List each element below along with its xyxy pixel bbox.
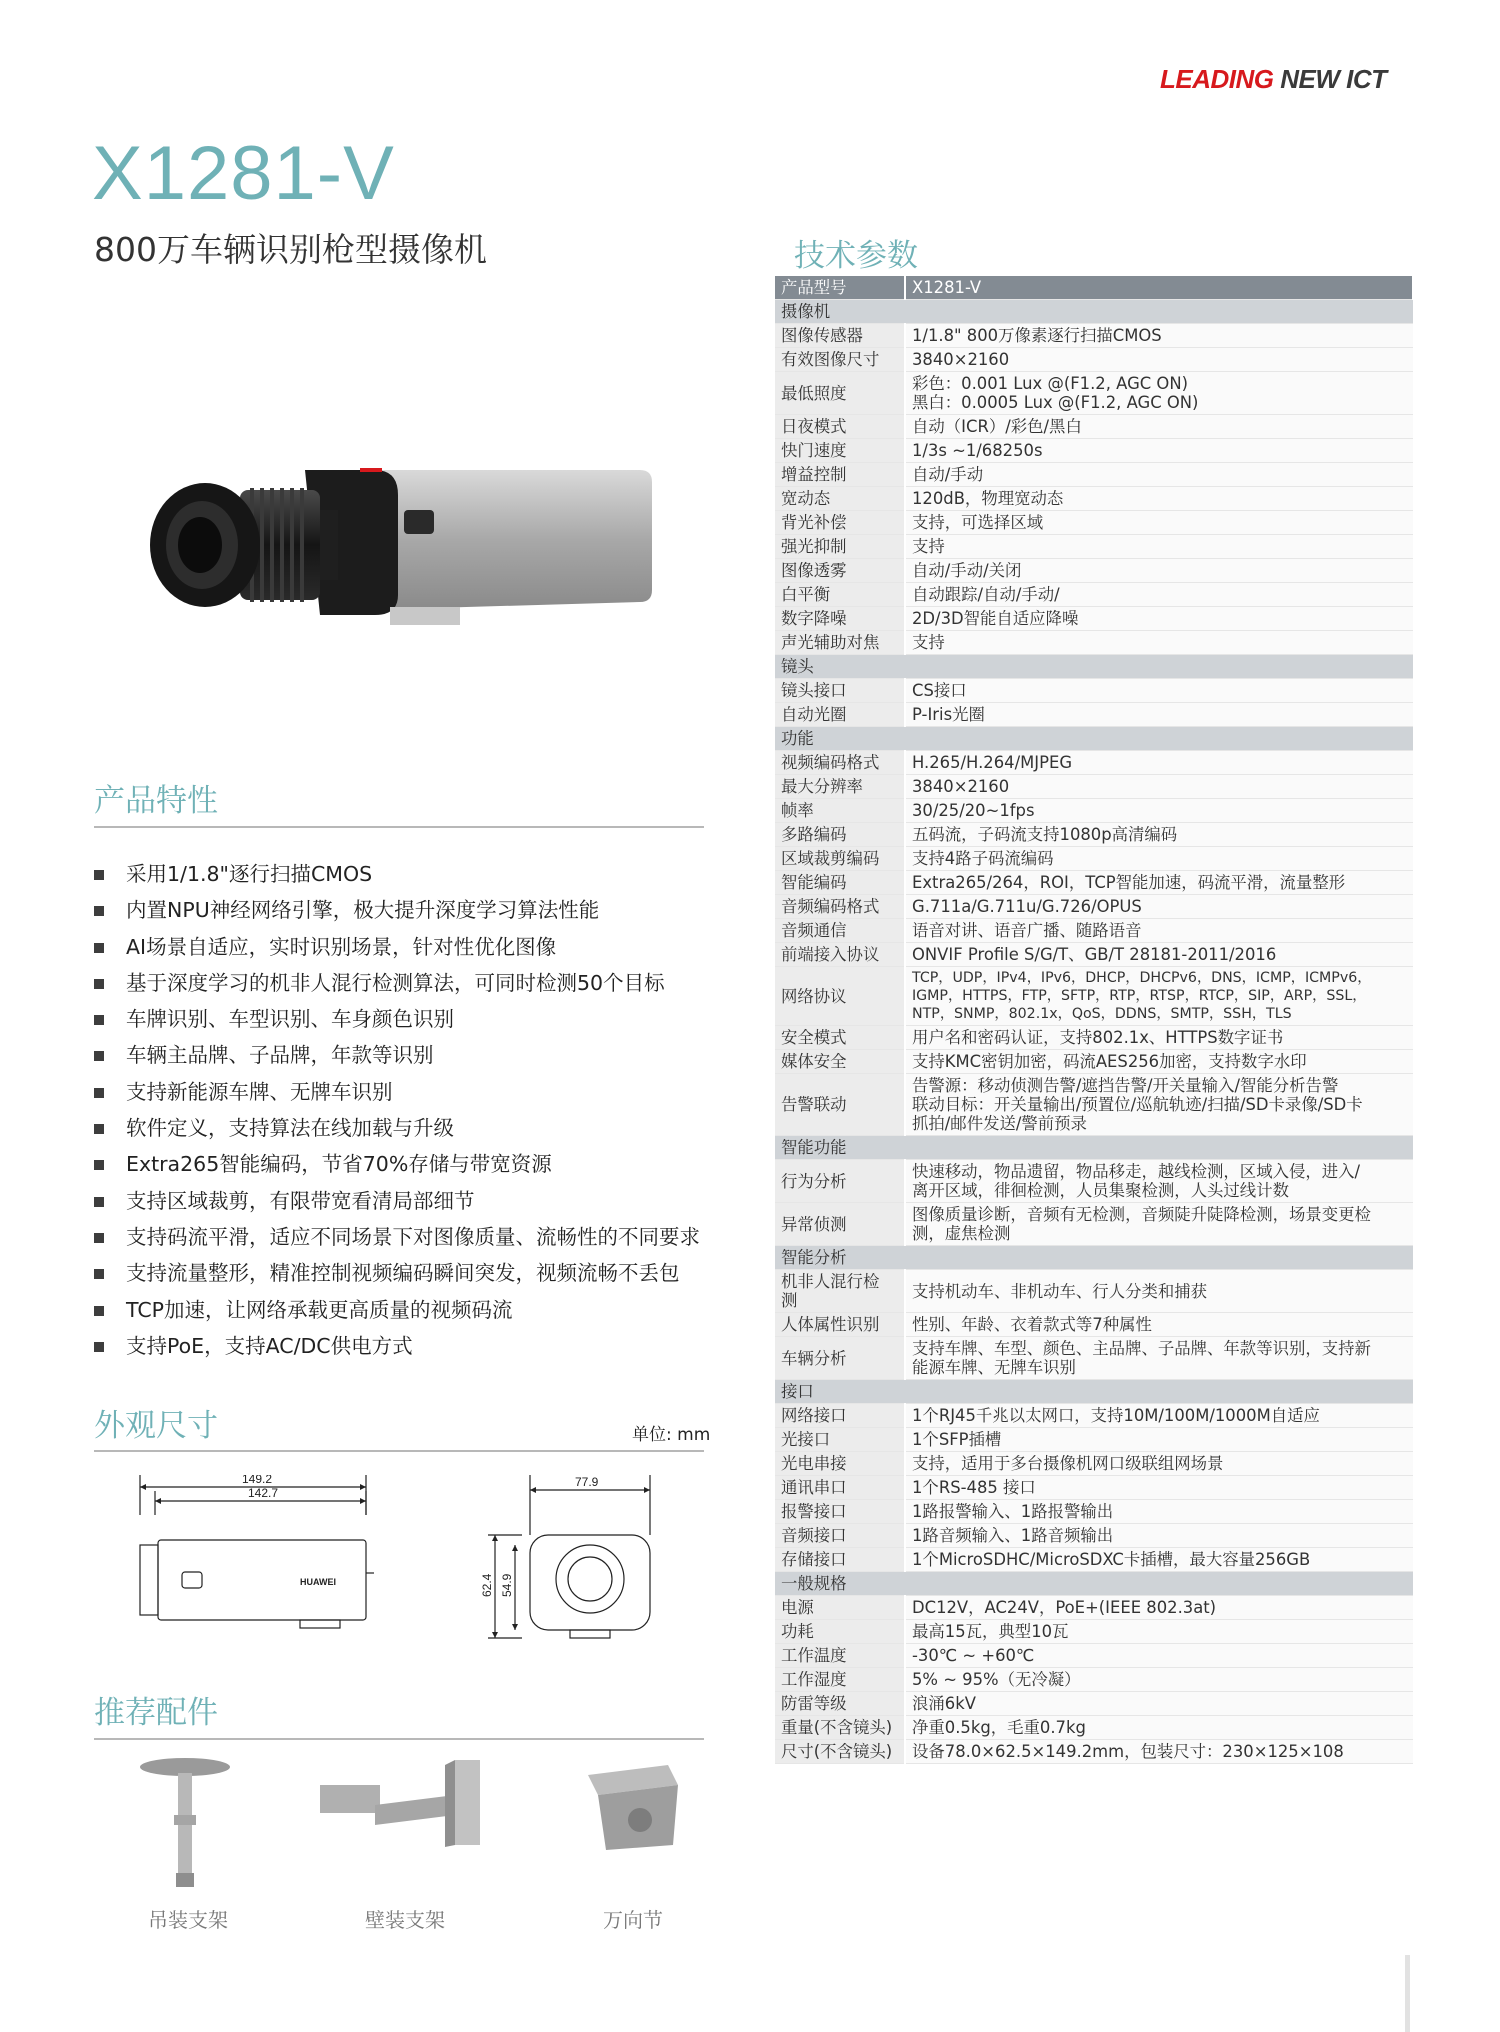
bullet-icon	[94, 870, 104, 880]
spec-section-row	[775, 1380, 1413, 1404]
page-edge-bar	[1405, 1955, 1410, 2032]
accessory-label: 吊装支架	[148, 1908, 228, 1932]
spec-key: 最大分辨率	[775, 775, 905, 799]
spec-row	[775, 679, 1413, 703]
feature-item: 软件定义，支持算法在线加载与升级	[94, 1110, 700, 1146]
spec-value-line: NTP，SNMP，802.1x，QoS，DDNS，SMTP，SSH，TLS	[912, 1006, 1292, 1022]
spec-row	[775, 1668, 1413, 1692]
spec-value: 1个RJ45千兆以太网口，支持10M/100M/1000M自适应	[905, 1404, 1413, 1428]
brand-logo-part2: NEW ICT	[1280, 64, 1387, 94]
bullet-icon	[94, 1233, 104, 1243]
spec-section-label: 接口	[775, 1380, 1413, 1404]
spec-value-line: 快速移动，物品遗留，物品移走，越线检测，区域入侵，进入/	[912, 1162, 1361, 1181]
spec-value-line: 支持车牌、车型、颜色、主品牌、子品牌、年款等识别，支持新	[912, 1339, 1371, 1358]
spec-row	[775, 967, 1413, 1026]
spec-row	[775, 1026, 1413, 1050]
spec-value: 2D/3D智能自适应降噪	[905, 607, 1413, 631]
bullet-icon	[94, 1160, 104, 1170]
spec-value-line: 测，虚焦检测	[912, 1224, 1011, 1243]
spec-value: 支持4路子码流编码	[905, 847, 1413, 871]
ceiling-mount-bracket-icon	[130, 1755, 240, 1895]
accessory-label: 壁装支架	[365, 1908, 445, 1932]
spec-value: 自动/手动/关闭	[905, 559, 1413, 583]
spec-key: 音频通信	[775, 919, 905, 943]
spec-value: 1路音频输入、1路音频输出	[905, 1524, 1413, 1548]
spec-key: 通讯串口	[775, 1476, 905, 1500]
spec-section-row	[775, 300, 1413, 324]
spec-row	[775, 1740, 1413, 1764]
spec-value: 支持	[905, 535, 1413, 559]
spec-value-line: 离开区域，徘徊检测，人员集聚检测，人头过线计数	[912, 1181, 1289, 1200]
spec-section-row	[775, 655, 1413, 679]
spec-key: 电源	[775, 1596, 905, 1620]
spec-key: 光接口	[775, 1428, 905, 1452]
spec-section-label: 镜头	[775, 655, 1413, 679]
accessories-divider	[94, 1738, 704, 1740]
product-model: X1281-V	[92, 131, 395, 216]
spec-row	[775, 487, 1413, 511]
spec-value: 支持，可选择区域	[905, 511, 1413, 535]
dim-height-body: 54.9	[500, 1573, 514, 1597]
dimension-drawing	[130, 1475, 720, 1655]
wall-mount-bracket-icon	[315, 1755, 495, 1865]
spec-row	[775, 348, 1413, 372]
spec-value: 支持	[905, 631, 1413, 655]
spec-value-line: TCP，UDP，IPv4，IPv6，DHCP，DHCPv6，DNS，ICMP，ICMPv6，	[912, 970, 1372, 986]
spec-key: 日夜模式	[775, 415, 905, 439]
spec-key: 工作温度	[775, 1644, 905, 1668]
accessory-label: 万向节	[603, 1908, 663, 1932]
spec-key-line: 测	[781, 1291, 798, 1310]
bullet-icon	[94, 979, 104, 989]
spec-value: 1个RS-485 接口	[905, 1476, 1413, 1500]
spec-row	[775, 1548, 1413, 1572]
dim-length-body: 142.7	[248, 1486, 279, 1500]
spec-row	[775, 439, 1413, 463]
bullet-icon	[94, 1306, 104, 1316]
spec-value-line: 黑白：0.0005 Lux @(F1.2, AGC ON)	[912, 393, 1199, 412]
feature-item: 内置NPU神经网络引擎，极大提升深度学习算法性能	[94, 892, 700, 928]
spec-section-label: 智能分析	[775, 1246, 1413, 1270]
feature-item: TCP加速，让网络承载更高质量的视频码流	[94, 1292, 700, 1328]
spec-key: 人体属性识别	[775, 1313, 905, 1337]
spec-row	[775, 415, 1413, 439]
features-divider	[94, 826, 704, 828]
spec-row	[775, 559, 1413, 583]
spec-value: 自动（ICR）/彩色/黑白	[905, 415, 1413, 439]
spec-key: 智能编码	[775, 871, 905, 895]
dim-height-total: 62.4	[480, 1573, 494, 1597]
features-list	[94, 856, 700, 1364]
spec-title: 技术参数	[794, 238, 918, 274]
spec-value: 1个SFP插槽	[905, 1428, 1413, 1452]
spec-table	[775, 276, 1414, 1764]
spec-value: 五码流，子码流支持1080p高清编码	[905, 823, 1413, 847]
spec-value-line: 图像质量诊断，音频有无检测，音频陡升陡降检测，场景变更检	[912, 1205, 1371, 1224]
spec-value: 自动跟踪/自动/手动/	[905, 583, 1413, 607]
spec-value: 1/3s ~1/68250s	[905, 439, 1413, 463]
bullet-icon	[94, 1197, 104, 1207]
spec-value: P-Iris光圈	[905, 703, 1413, 727]
spec-value: 设备78.0×62.5×149.2mm，包装尺寸：230×125×108	[905, 1740, 1413, 1764]
spec-value: 性别、年龄、衣着款式等7种属性	[905, 1313, 1413, 1337]
spec-value-line: 彩色：0.001 Lux @(F1.2, AGC ON)	[912, 374, 1188, 393]
spec-value: 净重0.5kg，毛重0.7kg	[905, 1716, 1413, 1740]
feature-item: AI场景自适应，实时识别场景，针对性优化图像	[94, 929, 700, 965]
spec-value: 用户名和密码认证，支持802.1x、HTTPS数字证书	[905, 1026, 1413, 1050]
spec-value: 120dB，物理宽动态	[905, 487, 1413, 511]
spec-value: 1/1.8" 800万像素逐行扫描CMOS	[905, 324, 1413, 348]
spec-value: 3840×2160	[905, 775, 1413, 799]
spec-value: 30/25/20~1fps	[905, 799, 1413, 823]
spec-value	[905, 1203, 1413, 1246]
spec-header-value: X1281-V	[905, 276, 1413, 300]
spec-value: Extra265/264，ROI，TCP智能加速，码流平滑，流量整形	[905, 871, 1413, 895]
spec-row	[775, 823, 1413, 847]
spec-key: 工作湿度	[775, 1668, 905, 1692]
spec-row	[775, 1160, 1413, 1203]
spec-row	[775, 535, 1413, 559]
spec-row	[775, 871, 1413, 895]
bullet-icon	[94, 1015, 104, 1025]
feature-item: 支持区域裁剪，有限带宽看清局部细节	[94, 1183, 700, 1219]
spec-key: 快门速度	[775, 439, 905, 463]
feature-item: 支持PoE，支持AC/DC供电方式	[94, 1328, 700, 1364]
spec-value	[905, 372, 1413, 415]
spec-value: ONVIF Profile S/G/T、GB/T 28181-2011/2016	[905, 943, 1413, 967]
feature-item: 采用1/1.8"逐行扫描CMOS	[94, 856, 700, 892]
spec-section-label: 摄像机	[775, 300, 1413, 324]
spec-row	[775, 847, 1413, 871]
spec-value	[905, 1337, 1413, 1380]
spec-key: 图像传感器	[775, 324, 905, 348]
brand-logo	[1160, 64, 1387, 95]
spec-value: 语音对讲、语音广播、随路语音	[905, 919, 1413, 943]
spec-row	[775, 1524, 1413, 1548]
spec-row	[775, 1203, 1413, 1246]
bullet-icon	[94, 1051, 104, 1061]
spec-row	[775, 1644, 1413, 1668]
spec-key: 网络协议	[775, 967, 905, 1026]
spec-row	[775, 1452, 1413, 1476]
universal-joint-icon	[578, 1755, 688, 1865]
spec-value	[905, 967, 1413, 1026]
spec-key: 光电串接	[775, 1452, 905, 1476]
spec-section-row	[775, 727, 1413, 751]
side-logo-text: HUAWEI	[300, 1577, 336, 1587]
spec-section-row	[775, 1246, 1413, 1270]
spec-section-label: 功能	[775, 727, 1413, 751]
spec-row	[775, 751, 1413, 775]
spec-key: 最低照度	[775, 372, 905, 415]
feature-item: 支持码流平滑，适应不同场景下对图像质量、流畅性的不同要求	[94, 1219, 700, 1255]
dimensions-unit: 单位: mm	[632, 1425, 711, 1445]
spec-key: 存储接口	[775, 1548, 905, 1572]
spec-value: 浪涌6kV	[905, 1692, 1413, 1716]
spec-header-key: 产品型号	[775, 276, 905, 300]
spec-key: 自动光圈	[775, 703, 905, 727]
spec-key: 声光辅助对焦	[775, 631, 905, 655]
spec-value	[905, 1074, 1413, 1136]
spec-row	[775, 1428, 1413, 1452]
feature-item: 基于深度学习的机非人混行检测算法，可同时检测50个目标	[94, 965, 700, 1001]
bullet-icon	[94, 1124, 104, 1134]
spec-row	[775, 1476, 1413, 1500]
feature-item: Extra265智能编码，节省70%存储与带宽资源	[94, 1146, 700, 1182]
spec-value: 支持，适用于多台摄像机网口级联组网场景	[905, 1452, 1413, 1476]
spec-key: 车辆分析	[775, 1337, 905, 1380]
spec-row	[775, 1404, 1413, 1428]
spec-value: CS接口	[905, 679, 1413, 703]
spec-key: 镜头接口	[775, 679, 905, 703]
spec-value: DC12V，AC24V，PoE+(IEEE 802.3at)	[905, 1596, 1413, 1620]
spec-row	[775, 1596, 1413, 1620]
feature-item: 车辆主品牌、子品牌，年款等识别	[94, 1037, 700, 1073]
spec-row	[775, 1074, 1413, 1136]
spec-header-row	[775, 276, 1413, 300]
dim-length-total: 149.2	[242, 1475, 273, 1486]
spec-row	[775, 463, 1413, 487]
spec-row	[775, 943, 1413, 967]
spec-row	[775, 775, 1413, 799]
spec-key: 重量(不含镜头)	[775, 1716, 905, 1740]
spec-row	[775, 1692, 1413, 1716]
spec-key: 白平衡	[775, 583, 905, 607]
spec-key: 帧率	[775, 799, 905, 823]
spec-section-label: 一般规格	[775, 1572, 1413, 1596]
spec-row	[775, 1313, 1413, 1337]
spec-key: 尺寸(不含镜头)	[775, 1740, 905, 1764]
dimensions-divider	[94, 1450, 704, 1452]
spec-row	[775, 324, 1413, 348]
spec-value: H.265/H.264/MJPEG	[905, 751, 1413, 775]
feature-item: 支持流量整形，精准控制视频编码瞬间突发，视频流畅不丢包	[94, 1255, 700, 1291]
brand-logo-part1: LEADING	[1160, 64, 1274, 94]
spec-row	[775, 1270, 1413, 1313]
spec-value: 自动/手动	[905, 463, 1413, 487]
spec-key: 音频接口	[775, 1524, 905, 1548]
spec-row	[775, 1337, 1413, 1380]
spec-row	[775, 799, 1413, 823]
spec-section-label: 智能功能	[775, 1136, 1413, 1160]
spec-row	[775, 607, 1413, 631]
spec-value	[905, 1160, 1413, 1203]
spec-value: 3840×2160	[905, 348, 1413, 372]
spec-key: 告警联动	[775, 1074, 905, 1136]
spec-row	[775, 1500, 1413, 1524]
spec-row	[775, 1716, 1413, 1740]
bullet-icon	[94, 906, 104, 916]
features-title: 产品特性	[94, 783, 218, 819]
feature-item: 支持新能源车牌、无牌车识别	[94, 1074, 700, 1110]
camera-image	[140, 450, 660, 650]
spec-key: 视频编码格式	[775, 751, 905, 775]
spec-value: 1个MicroSDHC/MicroSDXC卡插槽，最大容量256GB	[905, 1548, 1413, 1572]
spec-value-line: 告警源：移动侦测告警/遮挡告警/开关量输入/智能分析告警	[912, 1076, 1339, 1095]
product-subtitle: 800万车辆识别枪型摄像机	[94, 230, 487, 269]
spec-value: 5% ~ 95%（无冷凝）	[905, 1668, 1413, 1692]
spec-key	[775, 1270, 905, 1313]
spec-key: 防雷等级	[775, 1692, 905, 1716]
spec-key: 宽动态	[775, 487, 905, 511]
dim-width: 77.9	[575, 1475, 599, 1489]
spec-value: -30℃ ~ +60℃	[905, 1644, 1413, 1668]
spec-value: 支持机动车、非机动车、行人分类和捕获	[905, 1270, 1413, 1313]
spec-value: 1路报警输入、1路报警输出	[905, 1500, 1413, 1524]
spec-key: 功耗	[775, 1620, 905, 1644]
spec-key: 异常侦测	[775, 1203, 905, 1246]
bullet-icon	[94, 943, 104, 953]
spec-row	[775, 511, 1413, 535]
spec-key: 行为分析	[775, 1160, 905, 1203]
spec-section-row	[775, 1572, 1413, 1596]
accessories-title: 推荐配件	[94, 1695, 218, 1731]
spec-key: 音频编码格式	[775, 895, 905, 919]
spec-key-line: 机非人混行检	[781, 1272, 880, 1291]
spec-key: 背光补偿	[775, 511, 905, 535]
bullet-icon	[94, 1342, 104, 1352]
spec-row	[775, 919, 1413, 943]
spec-value-line: 抓拍/邮件发送/警前预录	[912, 1114, 1087, 1133]
spec-key: 安全模式	[775, 1026, 905, 1050]
spec-row	[775, 372, 1413, 415]
spec-row	[775, 631, 1413, 655]
spec-row	[775, 895, 1413, 919]
spec-value: 支持KMC密钥加密，码流AES256加密，支持数字水印	[905, 1050, 1413, 1074]
spec-key: 强光抑制	[775, 535, 905, 559]
spec-key: 数字降噪	[775, 607, 905, 631]
spec-key: 区域裁剪编码	[775, 847, 905, 871]
spec-value: 最高15瓦，典型10瓦	[905, 1620, 1413, 1644]
spec-value-line: 能源车牌、无牌车识别	[912, 1358, 1076, 1377]
spec-key: 前端接入协议	[775, 943, 905, 967]
spec-key: 增益控制	[775, 463, 905, 487]
spec-value: G.711a/G.711u/G.726/OPUS	[905, 895, 1413, 919]
bullet-icon	[94, 1088, 104, 1098]
feature-item: 车牌识别、车型识别、车身颜色识别	[94, 1001, 700, 1037]
spec-key: 有效图像尺寸	[775, 348, 905, 372]
spec-row	[775, 1620, 1413, 1644]
spec-value-line: IGMP，HTTPS，FTP，SFTP，RTP，RTSP，RTCP，SIP，ARP，SSL，	[912, 988, 1367, 1004]
spec-row	[775, 1050, 1413, 1074]
spec-key: 报警接口	[775, 1500, 905, 1524]
bullet-icon	[94, 1269, 104, 1279]
dimensions-title: 外观尺寸	[94, 1408, 218, 1444]
spec-row	[775, 703, 1413, 727]
spec-key: 媒体安全	[775, 1050, 905, 1074]
spec-key: 图像透雾	[775, 559, 905, 583]
spec-key: 多路编码	[775, 823, 905, 847]
spec-value-line: 联动目标：开关量输出/预置位/巡航轨迹/扫描/SD卡录像/SD卡	[912, 1095, 1363, 1114]
spec-section-row	[775, 1136, 1413, 1160]
spec-key: 网络接口	[775, 1404, 905, 1428]
spec-row	[775, 583, 1413, 607]
